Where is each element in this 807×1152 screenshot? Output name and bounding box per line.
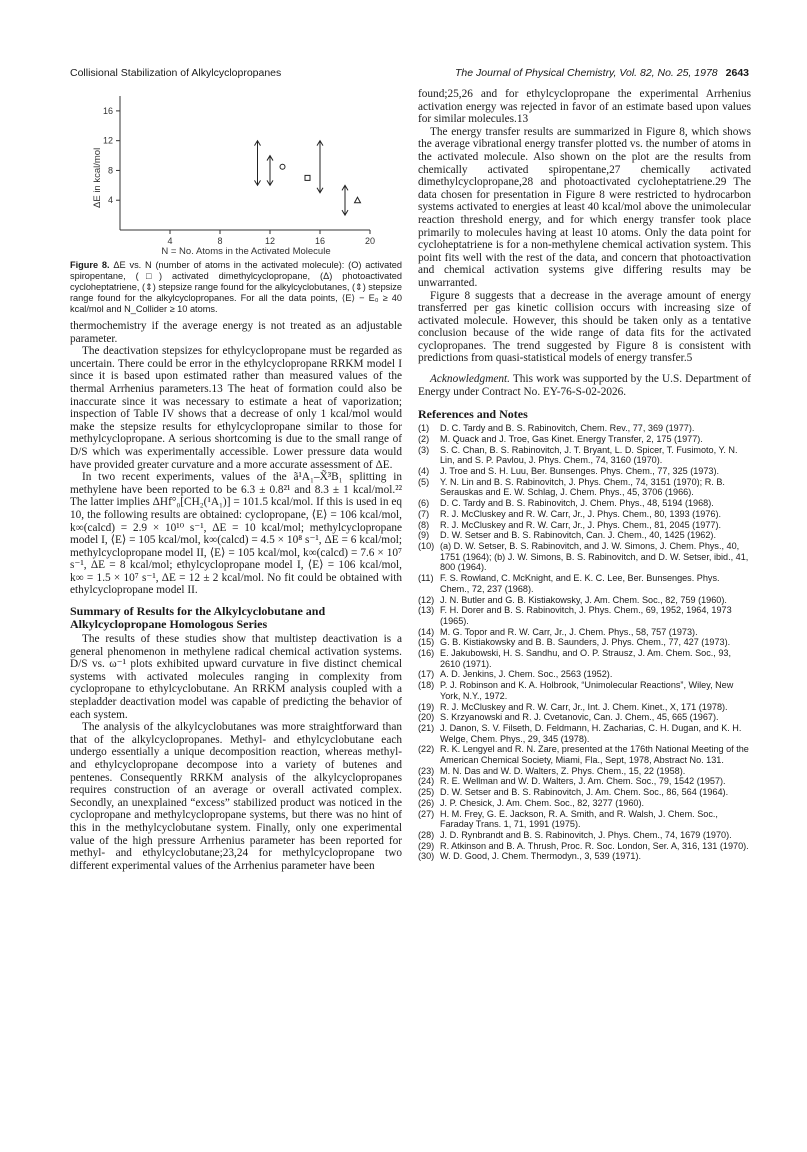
- reference-text: J. P. Chesick, J. Am. Chem. Soc., 82, 3277 (1960).: [440, 797, 645, 808]
- reference-item: [418, 744, 751, 765]
- reference-text: R. J. McCluskey and R. W. Carr, Jr., J. Phys. Chem., 81, 2045 (1977).: [440, 519, 721, 530]
- reference-item: [418, 809, 751, 830]
- reference-text: G. B. Kistiakowsky and B. B. Saunders, J. Phys. Chem., 77, 427 (1973).: [440, 637, 731, 648]
- left-paragraph-5: The analysis of the alkylcyclobutanes was more straightforward than that of the alkylcyclopropanes. Methyl- and ethylcyclobutane each undergo essentially a unique decomposition reaction, whereas methyl- and ethylcyclopropane decompose into a variety of butenes and pentenes. Consequently RRKM analysis of the alkylcyclopropanes requires construction of an average or overall activated complex. Secondly, an unexplained “excess” stabilized product was noticed in the cyclopropane and methylcyclopropane systems, but there was no hint of this in the methylcyclobutane system. Finally, only one experimental value of the high pressure Arrhenius parameter has been reported for methyl- and ethylcyclobutane;23,24 for methylcyclopropane two different experimental values of the Arrhenius parameter have been: [70, 721, 402, 872]
- reference-number: (28): [418, 829, 435, 840]
- section-heading: Summary of Results for the Alkylcyclobutane and Alkylcyclopropane Homologous Series: [70, 604, 326, 632]
- reference-number: (26): [418, 797, 435, 808]
- reference-item: [418, 787, 751, 798]
- right-paragraph-1: found;25,26 and for ethylcyclopropane the experimental Arrhenius activation energy was rejected in favor of an estimate based upon values for similar molecules.13: [418, 88, 751, 126]
- reference-number: (19): [418, 701, 435, 712]
- reference-item: [418, 573, 751, 594]
- reference-list: [418, 423, 751, 862]
- figure-8-chart: [70, 88, 402, 258]
- reference-number: (24): [418, 776, 435, 787]
- x-tick-label: 12: [264, 236, 276, 246]
- dimethylcyclopropane-point: [305, 175, 310, 180]
- reference-number: (12): [418, 594, 435, 605]
- reference-item: [418, 423, 751, 434]
- right-paragraph-3: Figure 8 suggests that a decrease in the average amount of energy transferred per gas kinetic collision occurs with increasing size of activated molecule. However, this should be taken only as a tentative conclusion because of the wide range of data fits for the activated cyclopropanes. The trend suggested by Figure 8 is consistent with predictions from quasi-statistical models of energy transfer.5: [418, 289, 751, 365]
- reference-item: [418, 541, 751, 573]
- reference-item: [418, 637, 751, 648]
- left-paragraph-2: The deactivation stepsizes for ethylcyclopropane must be regarded as uncertain. There could be error in the ethylcyclopropane RRKM model I since it is based upon estimated rather than measured values of the thermal Arrhenius parameters.13 The heat of formation could also be inaccurate since it was necessary to estimate a heat of vaporization; inspection of Table IV shows that a decrease of only 1 kcal/mol would make the stepsize results for ethylcyclopropane similar to those for methylcyclopropane. A serious shortcoming is due to the small range of D/S which was experimentally accessible. Lower pressure data would have provided greater curvature and a more accurate assessment of ΔE.: [70, 345, 402, 471]
- reference-item: [418, 627, 751, 638]
- cycloheptatriene-point: [355, 197, 361, 203]
- reference-text: W. D. Good, J. Chem. Thermodyn., 3, 539 (1971).: [440, 851, 641, 862]
- reference-text: R. J. McCluskey and R. W. Carr, Jr., J. Phys. Chem., 80, 1393 (1976).: [440, 508, 721, 519]
- reference-number: (2): [418, 433, 430, 444]
- reference-text: J. D. Rynbrandt and B. S. Rabinovitch, J. Phys. Chem., 74, 1679 (1970).: [440, 829, 732, 840]
- reference-item: [418, 669, 751, 680]
- reference-text: M. Quack and J. Troe, Gas Kinet. Energy Transfer, 2, 175 (1977).: [440, 433, 703, 444]
- reference-item: [418, 798, 751, 809]
- reference-text: R. K. Lengyel and R. N. Zare, presented at the 176th National Meeting of the American Chemical Society, Miami, Fla., Sept, 1978, Abstract No. 131.: [440, 744, 749, 766]
- reference-item: [418, 841, 751, 852]
- reference-number: (15): [418, 637, 435, 648]
- reference-text: S. C. Chan, B. S. Rabinovitch, J. T. Bryant, L. D. Spicer, T. Fusimoto, Y. N. Lin, and S. P. Pavlou, J. Phys. Chem., 74, 3160 (1970).: [440, 444, 738, 466]
- reference-number: (6): [418, 498, 430, 509]
- reference-number: (16): [418, 648, 435, 659]
- reference-text: D. C. Tardy and B. S. Rabinovitch, J. Chem. Phys., 48, 5194 (1968).: [440, 498, 714, 509]
- left-paragraph-1: thermochemistry if the average energy is not treated as an adjustable parameter.: [70, 320, 402, 345]
- reference-number: (17): [418, 669, 435, 680]
- reference-item: [418, 776, 751, 787]
- left-paragraph-3: In two recent experiments, values of the ã¹A₁–X̃³B₁ splitting in methylene have been reported to be 6.3 ± 0.8²¹ and 8.3 ± 1 kcal/mol.²² The latter implies ΔHf°₀[CH₂(¹A₁)] = 101.5 kcal/mol. If this is used in eq 10, the following results are obtained: cyclopropane, ⟨E⟩ = 106 kcal/mol, k∞(calcd) = 2.9 × 10¹⁰ s⁻¹, ΔE = 10 kcal/mol; methylcyclopropane model I, ⟨E⟩ = 105 kcal/mol, k∞(calcd) = 4.5 × 10⁸ s⁻¹, ΔE = 6 kcal/mol; methylcyclopropane model II, ⟨E⟩ = 105 kcal/mol, k∞(calcd) = 7.6 × 10⁷ s⁻¹, ΔE = 8 kcal/mol; ethylcyclopropane model I, ⟨E⟩ = 106 kcal/mol, k∞ = 1.5 × 10⁷ s⁻¹, ΔE = 12 ± 2 kcal/mol. No fit could be obtained with ethylcyclopropane model II.: [70, 471, 402, 597]
- reference-number: (29): [418, 840, 435, 851]
- reference-text: (a) D. W. Setser, B. S. Rabinovitch, and J. W. Simons, J. Chem. Phys., 40, 1751 (1964); (b) J. W. Simons, B. S. Rabinovitch, and D. W. Setser, ibid., 41, 800 (1964).: [440, 540, 749, 573]
- chart-marks: [255, 141, 361, 215]
- reference-item: [418, 530, 751, 541]
- reference-number: (8): [418, 519, 430, 530]
- reference-text: F. S. Rowland, C. McKnight, and E. K. C. Lee, Ber. Bunsenges. Phys. Chem., 72, 237 (1968).: [440, 573, 720, 594]
- reference-item: [418, 605, 751, 626]
- reference-number: (11): [418, 573, 434, 584]
- running-head: Collisional Stabilization of Alkylcyclopropanes: [70, 67, 282, 79]
- chart-axes: [103, 96, 375, 246]
- reference-text: R. E. Wellman and W. D. Walters, J. Am. Chem. Soc., 79, 1542 (1957).: [440, 776, 726, 787]
- reference-number: (30): [418, 851, 435, 862]
- reference-number: (14): [418, 626, 435, 637]
- reference-text: S. Krzyanowski and R. J. Cvetanovic, Can. J. Chem., 45, 665 (1967).: [440, 712, 719, 723]
- reference-number: (22): [418, 744, 435, 755]
- reference-number: (21): [418, 722, 435, 733]
- reference-text: M. N. Das and W. D. Walters, Z. Phys. Chem., 15, 22 (1958).: [440, 765, 686, 776]
- journal-citation: [455, 67, 749, 79]
- reference-text: F. H. Dorer and B. S. Rabinovitch, J. Phys. Chem., 69, 1952, 1964, 1973 (1965).: [440, 605, 732, 626]
- reference-text: D. C. Tardy and B. S. Rabinovitch, Chem. Rev., 77, 369 (1977).: [440, 423, 695, 434]
- y-tick-label: 4: [107, 195, 113, 206]
- reference-number: (7): [418, 508, 430, 519]
- x-tick-label: 4: [167, 236, 173, 246]
- reference-number: (20): [418, 712, 435, 723]
- reference-item: [418, 520, 751, 531]
- x-tick-label: 16: [314, 236, 326, 246]
- reference-number: (25): [418, 787, 435, 798]
- reference-item: [418, 434, 751, 445]
- reference-text: H. M. Frey, G. E. Jackson, R. A. Smith, and R. Walsh, J. Chem. Soc., Faraday Trans. 1, 71, 1991 (1975).: [440, 808, 718, 830]
- reference-item: [418, 498, 751, 509]
- reference-number: (18): [418, 680, 435, 691]
- reference-text: D. W. Setser and B. S. Rabinovitch, Can. J. Chem., 40, 1425 (1962).: [440, 530, 716, 541]
- reference-item: [418, 648, 751, 669]
- reference-number: (3): [418, 444, 430, 455]
- reference-item: [418, 702, 751, 713]
- reference-text: M. G. Topor and R. W. Carr, Jr., J. Chem. Phys., 58, 757 (1973).: [440, 626, 698, 637]
- right-paragraph-2: The energy transfer results are summarized in Figure 8, which shows the average vibrational energy transfer plotted vs. the number of atoms in the activated molecule. Also shown on the plot are the results from chemically activated spiropentane,27 chemically activated dimethylcyclopropane,28 and photoactivated cycloheptatriene.29 The data chosen for presentation in Figure 8 were restricted to hydrocarbon systems activated to energies at least 40 kcal/mol above the unimolecular reaction threshold energy, and for which energy transfer took place primarily to molecules having at least 10 atoms. Only the data point for cycloheptatriene is for a non-methylene chemical activation system. This point fits well with the rest of the data, and concern that photoactivation and chemical activation systems give differing results may be unwarranted.: [418, 125, 751, 289]
- x-axis-label: N = No. Atoms in the Activated Molecule: [161, 246, 331, 257]
- reference-text: Y. N. Lin and B. S. Rabinovitch, J. Phys. Chem., 74, 3151 (1970); R. B. Serauskas and E. W. Schlag, J. Chem. Phys., 45, 3706 (1966).: [440, 476, 725, 498]
- reference-number: (23): [418, 765, 435, 776]
- reference-text: P. J. Robinson and K. A. Holbrook, “Unimolecular Reactions”, Wiley, New York, N.Y., 1972.: [440, 680, 734, 701]
- reference-text: J. Troe and S. H. Luu, Ber. Bunsenges. Phys. Chem., 77, 325 (1973).: [440, 466, 720, 477]
- caption-text: ΔE vs. N (number of atoms in the activated molecule): (O) activated spiropentane, (□) activated dimethylcyclopropane, (Δ) photoactivated cycloheptatriene, (⇕) stepsize range found for the alkylcyclobutanes, (⇕) stepsize range found for the alkylcyclopropanes. For all the data points, ⟨E⟩ − E₀ ≥ 40 kcal/mol and N_Collider ≥ 10 atoms.: [70, 260, 403, 314]
- reference-item: [418, 477, 751, 498]
- acknowledgment: [418, 373, 751, 398]
- reference-item: [418, 712, 751, 723]
- reference-text: J. N. Butler and G. B. Kistiakowsky, J. Am. Chem. Soc., 82, 759 (1960).: [440, 594, 727, 605]
- y-tick-label: 8: [107, 165, 113, 176]
- acknowledgment-text: This work was supported by the U.S. Department of Energy under Contract No. EY-76-S-02-2026.: [418, 373, 751, 398]
- journal-name: The Journal of Physical Chemistry, Vol. 82, No. 25, 1978: [455, 67, 718, 79]
- spiropentane-point: [280, 164, 285, 169]
- reference-text: E. Jakubowski, H. S. Sandhu, and O. P. Strausz, J. Am. Chem. Soc., 93, 2610 (1971).: [440, 648, 731, 669]
- reference-item: [418, 509, 751, 520]
- x-tick-label: 8: [217, 236, 223, 246]
- references-heading: References and Notes: [418, 407, 528, 422]
- reference-item: [418, 445, 751, 466]
- reference-text: R. Atkinson and B. A. Thrush, Proc. R. Soc. London, Ser. A, 316, 131 (1970).: [440, 840, 749, 851]
- y-tick-label: 16: [102, 105, 113, 116]
- acknowledgment-label: Acknowledgment.: [430, 373, 510, 386]
- reference-number: (13): [418, 605, 435, 616]
- reference-text: R. J. McCluskey and R. W. Carr, Jr., Int. J. Chem. Kinet., X, 171 (1978).: [440, 701, 728, 712]
- reference-number: (5): [418, 476, 430, 487]
- reference-number: (10): [418, 540, 435, 551]
- left-paragraph-4: The results of these studies show that multistep deactivation is a general phenomenon in methylene radical chemical activation systems. D/S vs. ω⁻¹ plots exhibited upward curvature in five distinct chemical systems with activated molecules ranging in complexity from cyclopropane to ethylcyclobutane. An RRKM analysis coupled with a stepladder deactivation model was capable of predicting the behavior of each system.: [70, 633, 402, 721]
- reference-item: [418, 723, 751, 744]
- reference-text: A. D. Jenkins, J. Chem. Soc., 2563 (1952).: [440, 669, 613, 680]
- reference-number: (1): [418, 423, 430, 434]
- right-column: [418, 88, 751, 862]
- page-number: 2643: [725, 67, 749, 79]
- reference-number: (4): [418, 466, 430, 477]
- reference-item: [418, 851, 751, 862]
- x-tick-label: 20: [364, 236, 376, 246]
- y-tick-label: 12: [102, 135, 113, 146]
- reference-item: [418, 595, 751, 606]
- y-axis-label: ΔE in kcal/mol: [92, 147, 103, 208]
- caption-label: Figure 8.: [70, 260, 110, 270]
- reference-text: J. Danon, S. V. Filseth, D. Feldmann, H. Zacharias, C. H. Dugan, and K. H. Welge, Chem. Phys., 29, 345 (1978).: [440, 722, 742, 744]
- reference-number: (9): [418, 530, 430, 541]
- reference-item: [418, 680, 751, 701]
- reference-item: [418, 466, 751, 477]
- left-column: [70, 88, 402, 872]
- reference-number: (27): [418, 808, 435, 819]
- figure-8: [70, 88, 402, 258]
- figure-caption: [70, 260, 402, 315]
- reference-item: [418, 766, 751, 777]
- reference-text: D. W. Setser and B. S. Rabinovitch, J. Am. Chem. Soc., 86, 564 (1964).: [440, 787, 729, 798]
- reference-item: [418, 830, 751, 841]
